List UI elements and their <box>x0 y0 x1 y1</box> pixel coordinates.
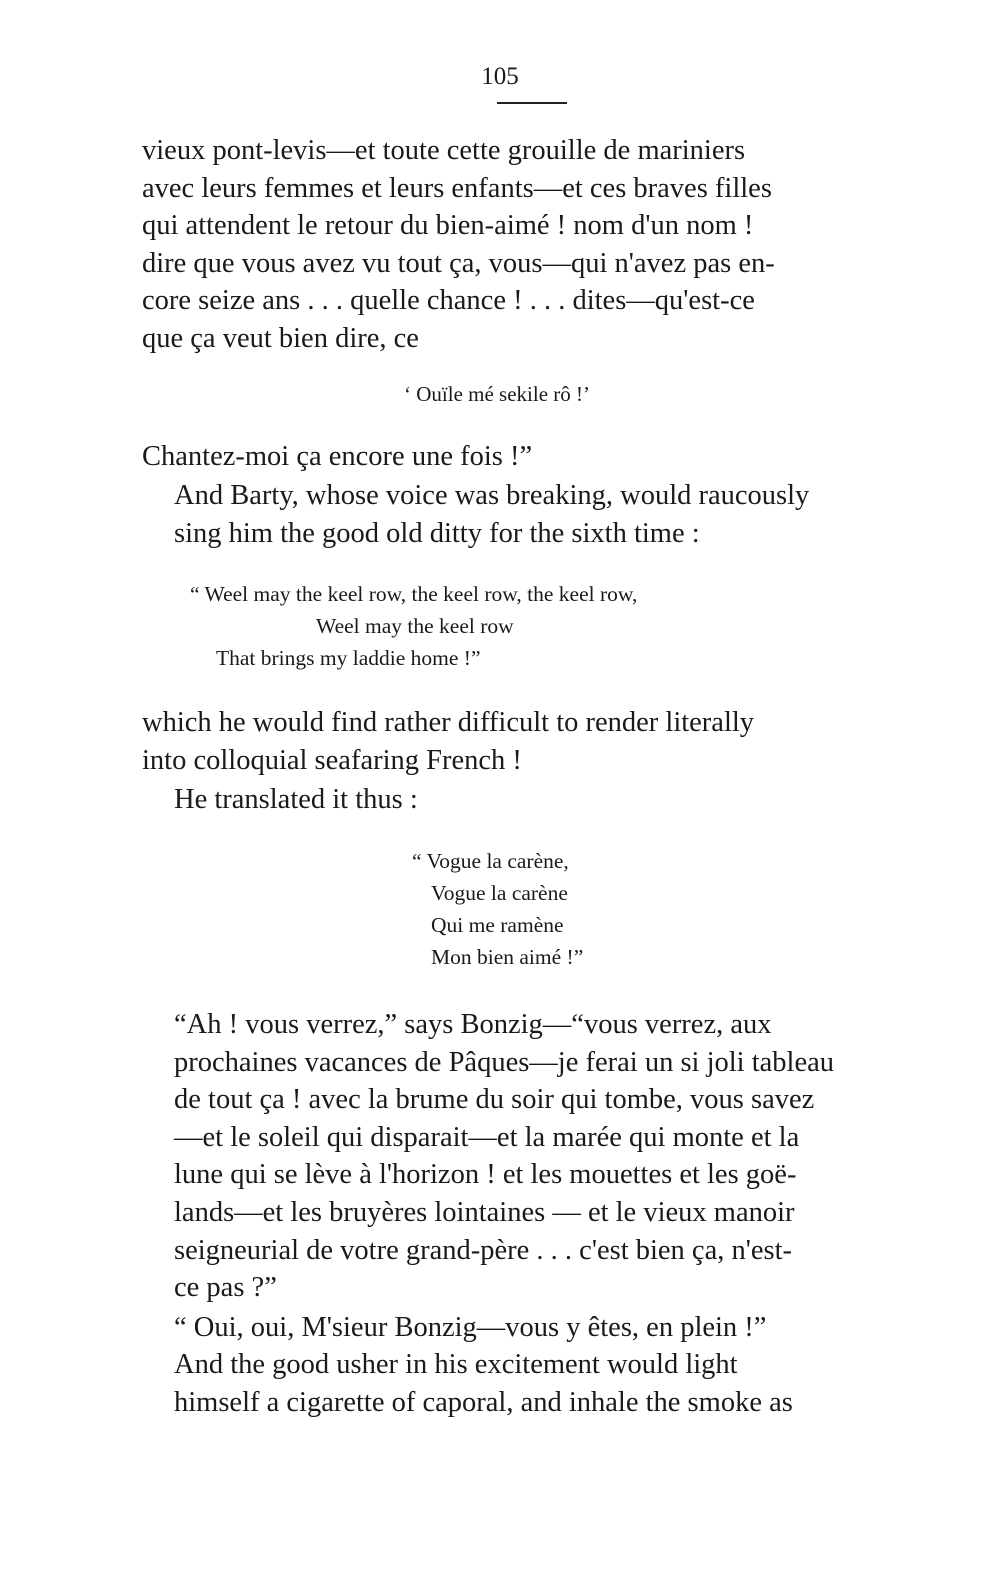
text-line: qui attendent le retour du bien-aimé ! nom d'un nom ! <box>142 210 754 242</box>
song-line: “ Vogue la carène, <box>412 849 569 873</box>
text-line: “Ah ! vous verrez,” says Bonzig—“vous verrez, aux <box>174 1009 772 1040</box>
song-line: That brings my laddie home !” <box>216 646 481 670</box>
text-line: vieux pont-levis—et toute cette grouille de mariniers <box>142 135 746 166</box>
song-line: “ Weel may the keel row, the keel row, the keel row, <box>190 582 638 606</box>
paragraph-3 <box>142 477 920 552</box>
paragraph-5 <box>142 781 920 819</box>
page-number-rule <box>497 102 567 104</box>
text-line: ce pas ?” <box>174 1272 277 1304</box>
text-line: into colloquial seafaring French ! <box>142 744 522 776</box>
text-line: avec leurs femmes et leurs enfants—et ces braves filles <box>142 172 772 204</box>
text-line: And the good usher in his excitement would light <box>174 1349 738 1380</box>
text-line: And Barty, whose voice was breaking, would raucously <box>174 480 810 511</box>
text-line: himself a cigarette of caporal, and inhale the smoke as <box>174 1386 793 1418</box>
paragraph-6 <box>142 1006 920 1307</box>
text-line: seigneurial de votre grand-père . . . c'est bien ça, n'est- <box>174 1234 793 1266</box>
text-line: lune qui se lève à l'horizon ! et les mouettes et les goë- <box>174 1159 797 1191</box>
song-line: Vogue la carène <box>431 881 568 905</box>
page-number: 105 <box>481 63 519 90</box>
text-line: de tout ça ! avec la brume du soir qui tombe, vous savez <box>174 1084 815 1116</box>
text-line: que ça veut bien dire, ce <box>142 322 419 354</box>
song-line: Weel may the keel row <box>316 614 514 638</box>
text-line: sing him the good old ditty for the sixth time : <box>174 517 700 549</box>
song-line: Qui me ramène <box>431 913 564 937</box>
paragraph-7 <box>142 1309 920 1347</box>
text-line: He translated it thus : <box>174 784 418 815</box>
song-line: Mon bien aimé !” <box>431 945 584 969</box>
paragraph-1 <box>142 132 920 358</box>
text-line: lands—et les bruyères lointaines — et le vieux manoir <box>174 1196 795 1228</box>
song-french <box>412 845 583 973</box>
text-line: —et le soleil qui disparait—et la marée qui monte et la <box>174 1121 800 1153</box>
song-quote-line: ‘ Ouïle mé sekile rô !’ <box>404 382 591 406</box>
text-line: which he would find rather difficult to render literally <box>142 707 755 738</box>
song-english <box>190 578 637 674</box>
paragraph-4 <box>142 704 920 779</box>
paragraph-8 <box>142 1346 920 1421</box>
text-line: Chantez-moi ça encore une fois !” <box>142 441 533 472</box>
text-line: core seize ans . . . quelle chance ! . . . dites—qu'est-ce <box>142 285 755 317</box>
text-line: dire que vous avez vu tout ça, vous—qui n'avez pas en- <box>142 247 775 279</box>
text-line: “ Oui, oui, M'sieur Bonzig—vous y êtes, en plein !” <box>174 1312 767 1343</box>
paragraph-2 <box>142 438 920 476</box>
text-line: prochaines vacances de Pâques—je ferai un si joli tableau <box>174 1046 834 1078</box>
